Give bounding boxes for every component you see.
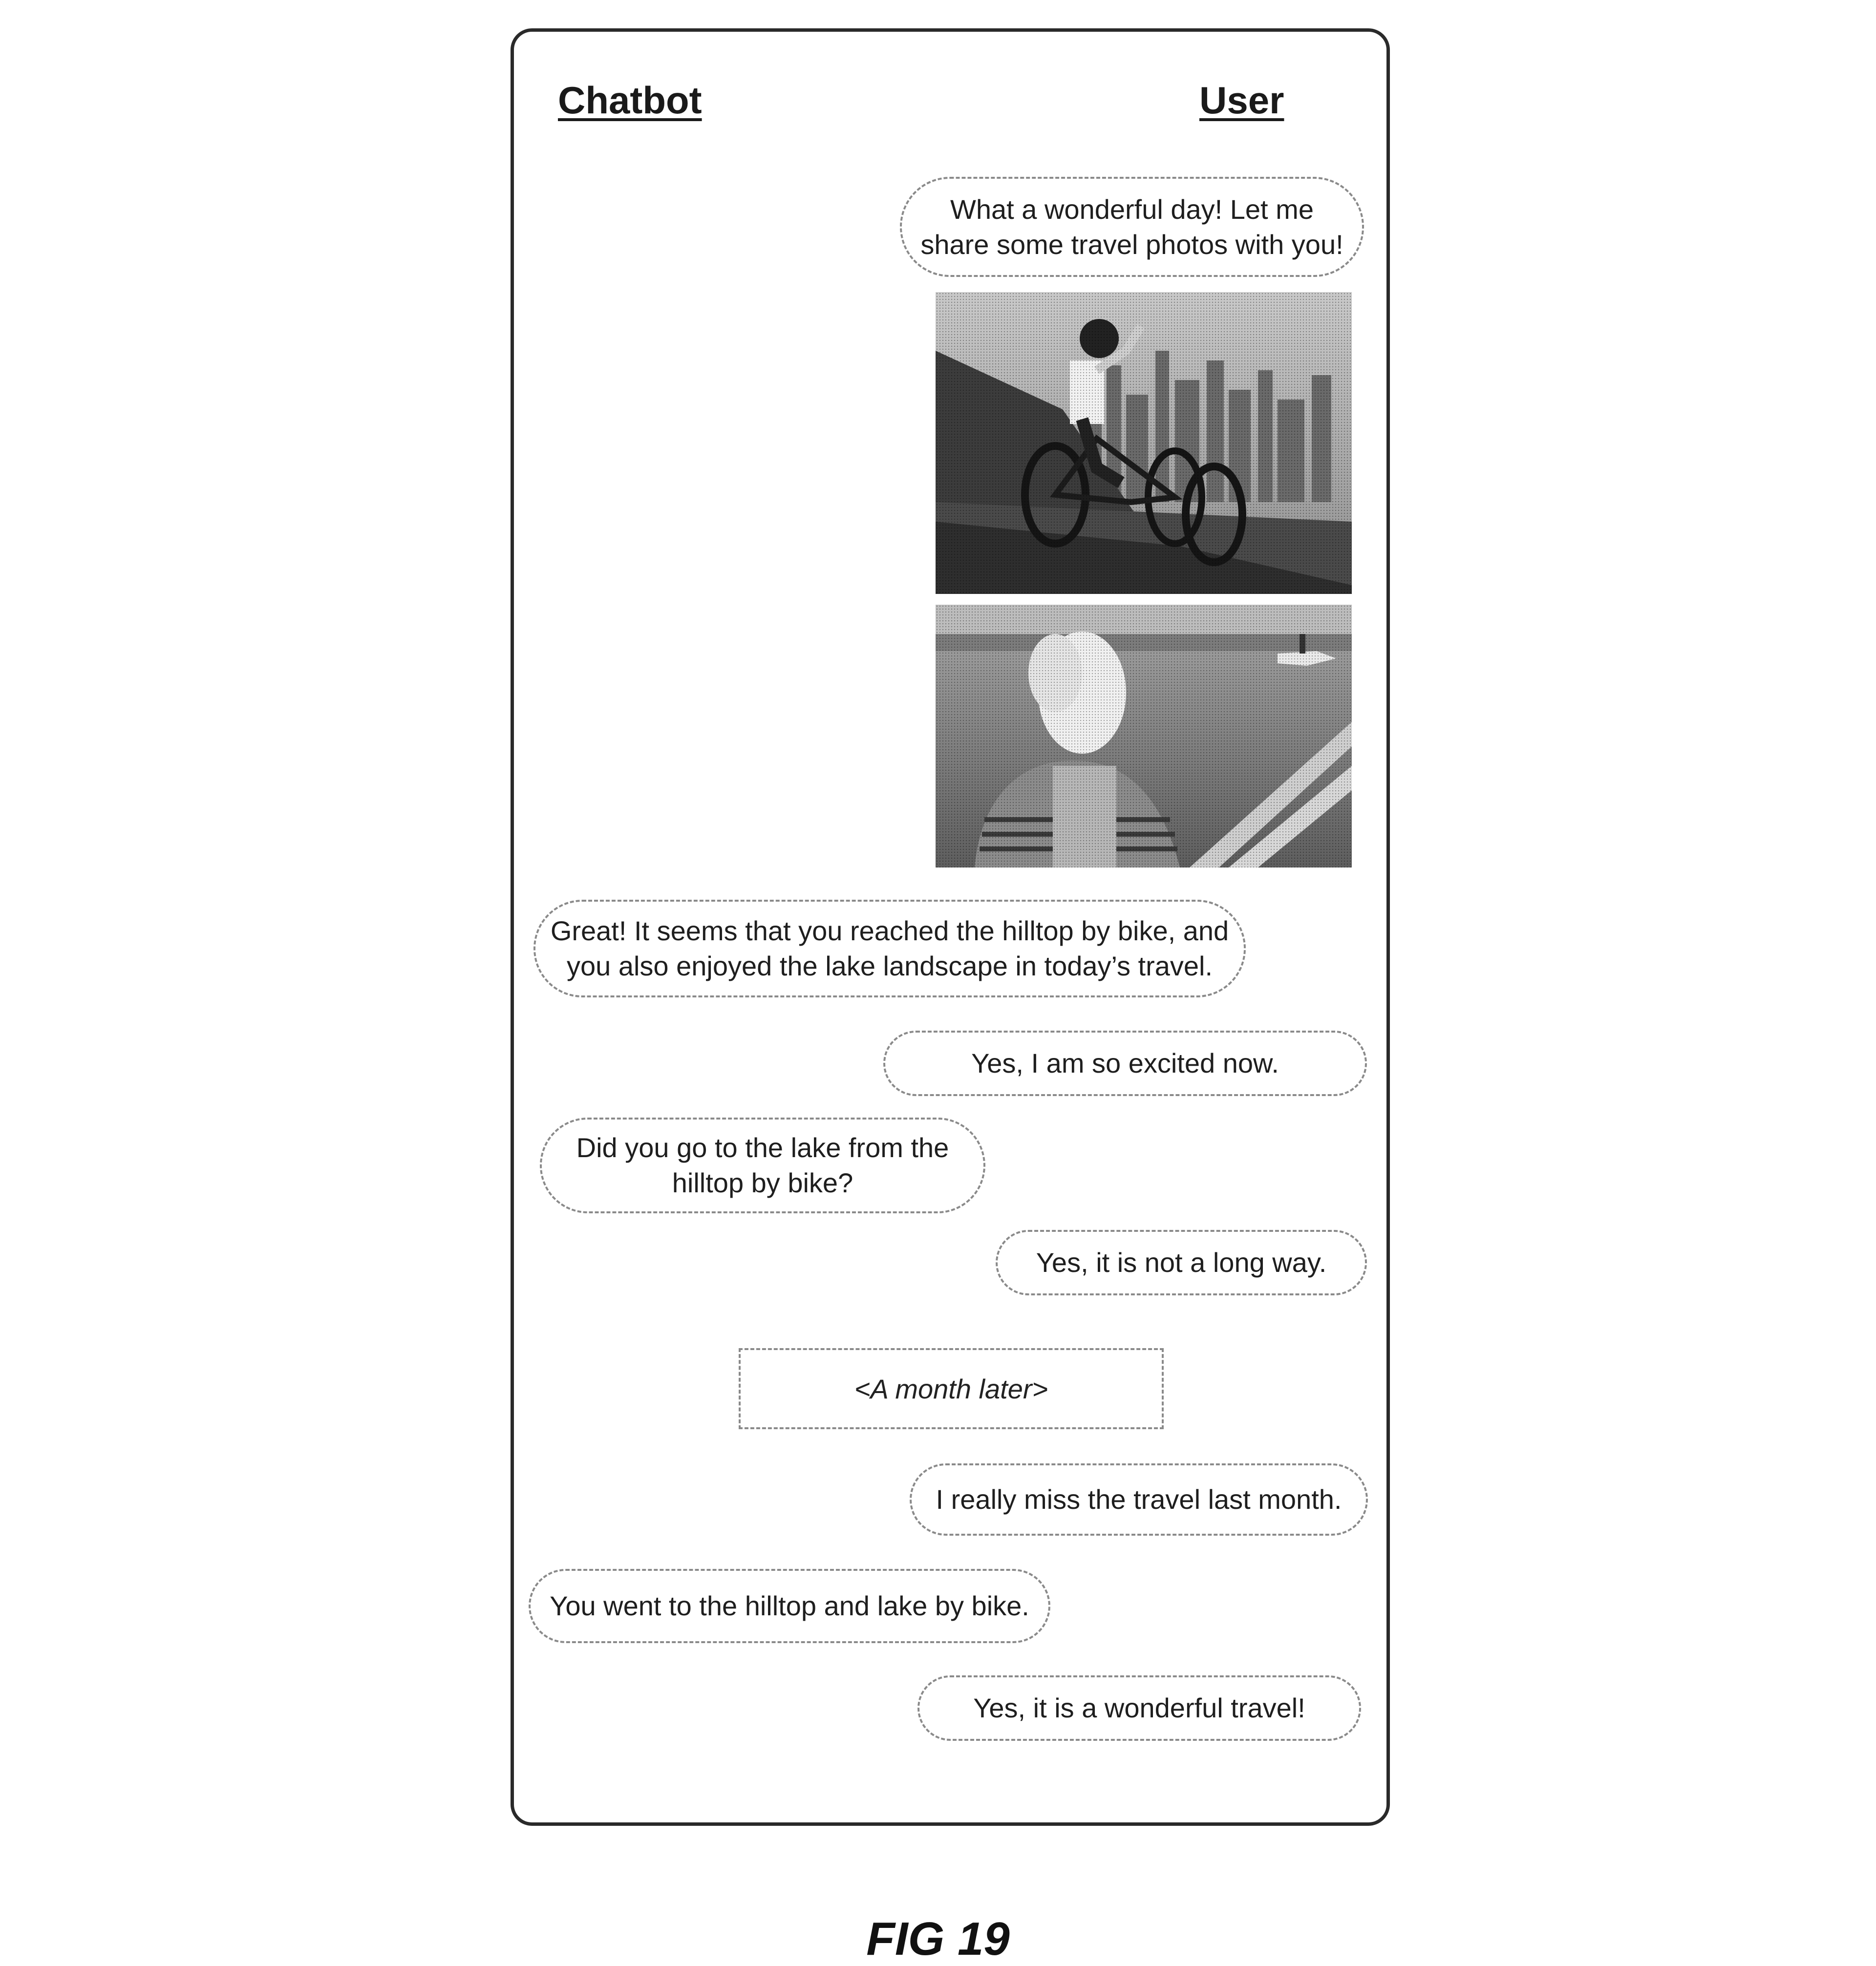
bike-hilltop-photo-image — [936, 292, 1352, 594]
lake-view-photo-image — [936, 605, 1352, 867]
user-message-bubble: Yes, I am so excited now. — [883, 1031, 1367, 1096]
figure-caption: FIG 19 — [866, 1913, 1010, 1965]
user-column-label: User — [1199, 79, 1284, 122]
chatbot-message-bubble: You went to the hilltop and lake by bike. — [529, 1569, 1050, 1643]
user-message-bubble: What a wonderful day! Let me share some travel photos with you! — [900, 177, 1364, 277]
chatbot-message-bubble: Did you go to the lake from the hilltop by bike? — [540, 1118, 985, 1213]
lake-view-photo — [936, 605, 1352, 867]
chatbot-column-label: Chatbot — [558, 79, 702, 122]
bike-hilltop-photo — [936, 292, 1352, 594]
user-message-bubble: Yes, it is not a long way. — [996, 1230, 1367, 1295]
time-gap-note: <A month later> — [739, 1348, 1164, 1429]
user-message-bubble: Yes, it is a wonderful travel! — [917, 1675, 1361, 1741]
chatbot-message-bubble: Great! It seems that you reached the hilltop by bike, and you also enjoyed the lake landscape in today’s travel. — [533, 900, 1246, 997]
user-message-bubble: I really miss the travel last month. — [910, 1463, 1368, 1536]
